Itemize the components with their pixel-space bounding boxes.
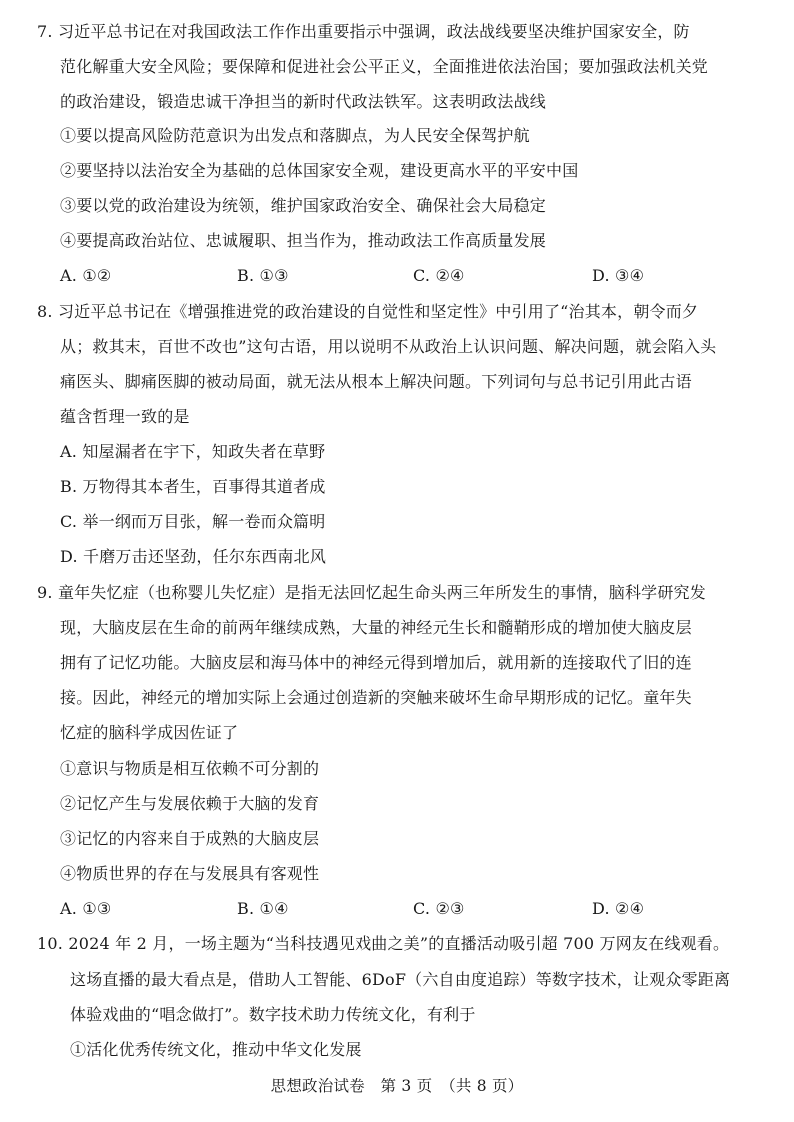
q9-stem-line-2: 现，大脑皮层在生命的前两年继续成熟，大量的神经元生长和髓鞘形成的增加使大脑皮层: [60, 618, 692, 637]
q7-option-c: C. ②④: [413, 266, 465, 285]
q7-option-b: B. ①③: [237, 266, 289, 285]
q7-statement-4: ④要提高政治站位、忠诚履职、担当作为，推动政法工作高质量发展: [60, 231, 547, 250]
q7-stem-line-2: 范化解重大安全风险；要保障和促进社会公平正义，全面推进依法治国；要加强政法机关党: [60, 57, 709, 76]
q7-option-d: D. ③④: [592, 266, 645, 285]
q9-statement-1: ①意识与物质是相互依赖不可分割的: [60, 759, 320, 778]
q9-statement-3: ③记忆的内容来自于成熟的大脑皮层: [60, 829, 320, 848]
q8-option-a: A. 知屋漏者在宇下，知政失者在草野: [60, 442, 326, 461]
q10-stem-line-3: 体验戏曲的“唱念做打”。数字技术助力传统文化，有利于: [70, 1005, 476, 1024]
q7-statement-2: ②要坚持以法治安全为基础的总体国家安全观，建设更高水平的平安中国: [60, 161, 579, 180]
q9-statement-4: ④物质世界的存在与发展具有客观性: [60, 864, 320, 883]
q8-stem-line-2: 从；救其末，百世不改也”这句古语，用以说明不从政治上认识问题、解决问题，就会陷入头: [60, 337, 717, 356]
q9-statement-2: ②记忆产生与发展依赖于大脑的发育: [60, 794, 320, 813]
q8-option-c: C. 举一纲而万目张，解一卷而众篇明: [60, 512, 326, 531]
q10-statement-1: ①活化优秀传统文化，推动中华文化发展: [70, 1040, 362, 1059]
q7-statement-1: ①要以提高风险防范意识为出发点和落脚点，为人民安全保驾护航: [60, 126, 530, 145]
q9-option-d: D. ②④: [592, 899, 645, 918]
page-footer: 思想政治试卷 第 3 页 （共 8 页）: [270, 1077, 524, 1095]
q8-option-b: B. 万物得其本者生，百事得其道者成: [60, 477, 326, 496]
q9-stem-line-4: 接。因此，神经元的增加实际上会通过创造新的突触来破坏生命早期形成的记忆。童年失: [60, 688, 692, 707]
q7-option-a: A. ①②: [60, 266, 112, 285]
q7-stem-line-1: 7. 习近平总书记在对我国政法工作作出重要指示中强调，政法战线要坚决维护国家安全，防: [37, 22, 690, 41]
q7-statement-3: ③要以党的政治建设为统领，维护国家政治安全、确保社会大局稳定: [60, 196, 547, 215]
q8-stem-line-1: 8. 习近平总书记在《增强推进党的政治建设的自觉性和坚定性》中引用了“治其本，朝令而夕: [37, 302, 699, 321]
q10-stem-line-1: 10. 2024 年 2 月，一场主题为“当科技遇见戏曲之美”的直播活动吸引超 700 万网友在线观看。: [37, 934, 730, 953]
q9-option-c: C. ②③: [413, 899, 465, 918]
q8-option-d: D. 千磨万击还坚劲，任尔东西南北风: [60, 547, 327, 566]
q9-option-a: A. ①③: [60, 899, 112, 918]
q9-option-b: B. ①④: [237, 899, 289, 918]
q7-stem-line-3: 的政治建设，锻造忠诚干净担当的新时代政法铁军。这表明政法战线: [60, 92, 547, 111]
q9-stem-line-5: 忆症的脑科学成因佐证了: [60, 723, 239, 742]
q10-stem-line-2: 这场直播的最大看点是，借助人工智能、6DoF（六自由度追踪）等数字技术，让观众零距离: [70, 970, 731, 989]
q9-stem-line-1: 9. 童年失忆症（也称婴儿失忆症）是指无法回忆起生命头两三年所发生的事情，脑科学研究发: [37, 583, 706, 602]
q9-stem-line-3: 拥有了记忆功能。大脑皮层和海马体中的神经元得到增加后，就用新的连接取代了旧的连: [60, 653, 692, 672]
q8-stem-line-4: 蕴含哲理一致的是: [60, 407, 190, 426]
q8-stem-line-3: 痛医头、脚痛医脚的被动局面，就无法从根本上解决问题。下列词句与总书记引用此古语: [60, 372, 692, 391]
